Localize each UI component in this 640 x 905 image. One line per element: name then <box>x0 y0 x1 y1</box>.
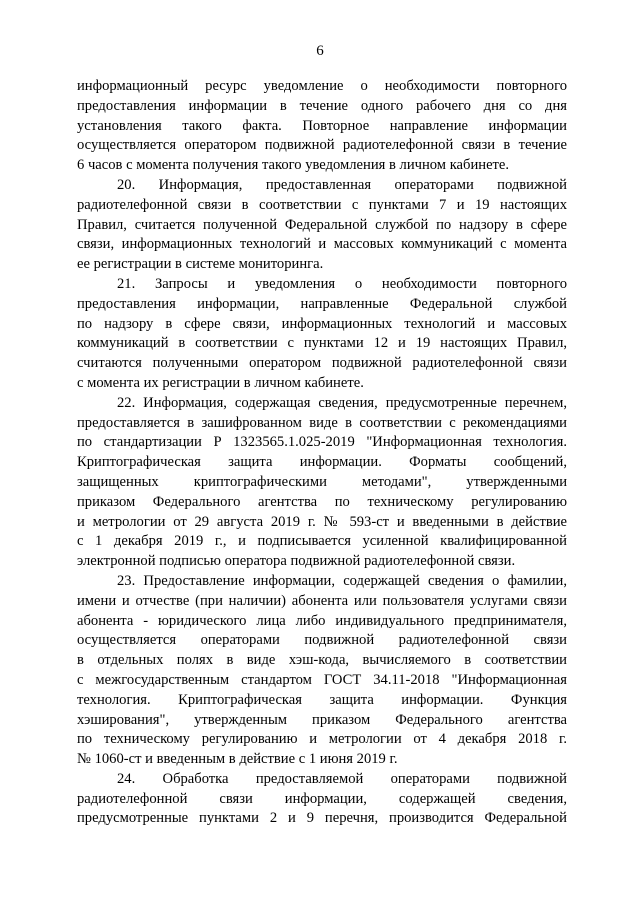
text-line: Правил, считается полученной Федеральной службой по надзору в сфере <box>77 216 567 233</box>
text-line: предоставления информации в течение одного рабочего дня со дня <box>77 97 567 114</box>
text-line: Криптографическая защита информации. Форматы сообщений, <box>77 454 567 471</box>
paragraph <box>77 394 567 572</box>
paragraph <box>77 176 567 275</box>
text-line: осуществляется операторами подвижной радиотелефонной связи <box>77 632 567 649</box>
text-line: 23. Предоставление информации, содержащей сведения о фамилии, <box>117 572 567 589</box>
text-line: хэширования", утвержденным приказом Федерального агентства <box>77 711 567 728</box>
text-line: 22. Информация, содержащая сведения, предусмотренные перечнем, <box>117 394 567 411</box>
paragraph <box>77 275 567 394</box>
text-line: ее регистрации в системе мониторинга. <box>77 256 324 273</box>
text-line: приказом Федерального агентства по техническому регулированию <box>77 493 567 510</box>
text-line: по стандартизации Р 1323565.1.025-2019 "Информационная технология. <box>77 434 567 451</box>
text-line: радиотелефонной связи в соответствии с пунктами 7 и 19 настоящих <box>77 196 567 213</box>
page-number: 6 <box>316 43 324 59</box>
text-line: коммуникаций в соответствии с пунктами 12 и 19 настоящих Правил, <box>77 335 567 352</box>
text-line: технология. Криптографическая защита информации. Функция <box>77 691 567 708</box>
text-line: № 1060-ст и введенным в действие с 1 июня 2019 г. <box>77 751 398 768</box>
text-line: информационный ресурс уведомление о необходимости повторного <box>77 78 567 94</box>
text-line: 6 часов с момента получения такого уведомления в личном кабинете. <box>77 157 510 174</box>
text-line: установления такого факта. Повторное направление информации <box>77 117 567 134</box>
text-line: по надзору в сфере связи, информационных технологий и массовых <box>77 315 567 332</box>
text-line: считаются полученными оператором подвижной радиотелефонной связи <box>77 355 567 372</box>
paragraph <box>77 572 567 770</box>
document-body <box>77 77 567 829</box>
text-line: 20. Информация, предоставленная операторами подвижной <box>117 176 567 193</box>
text-line: с 1 декабря 2019 г., и подписывается усиленной квалифицированной <box>77 533 567 550</box>
text-line: осуществляется оператором подвижной радиотелефонной связи в течение <box>77 137 567 154</box>
paragraph <box>77 770 567 829</box>
text-line: 21. Запросы и уведомления о необходимости повторного <box>117 275 567 292</box>
text-line: предусмотренные пунктами 2 и 9 перечня, производится Федеральной <box>77 810 567 827</box>
text-line: электронной подписью оператора подвижной радиотелефонной связи. <box>77 553 516 570</box>
text-line: имени и отчестве (при наличии) абонента или пользователя услугами связи <box>77 592 567 609</box>
text-line: с момента их регистрации в личном кабинете. <box>77 374 364 391</box>
text-line: защищенных криптографическими методами", утвержденными <box>77 473 567 490</box>
text-line: в отдельных полях в виде хэш-кода, вычисляемого в соответствии <box>77 652 567 669</box>
text-line: радиотелефонной связи информации, содержащей сведения, <box>77 790 567 807</box>
text-line: 24. Обработка предоставляемой операторами подвижной <box>117 770 567 787</box>
paragraph <box>77 77 567 176</box>
text-line: по техническому регулированию и метрологии от 4 декабря 2018 г. <box>77 731 567 748</box>
text-line: абонента - юридического лица либо индивидуального предпринимателя, <box>77 612 567 629</box>
text-line: и метрологии от 29 августа 2019 г. № 593-ст и введенными в действие <box>77 513 567 530</box>
text-line: предоставляется в зашифрованном виде в соответствии с рекомендациями <box>77 414 567 431</box>
text-line: предоставления информации, направленные Федеральной службой <box>77 295 567 312</box>
text-line: с межгосударственным стандартом ГОСТ 34.11-2018 "Информационная <box>77 671 567 688</box>
text-line: связи, информационных технологий и массовых коммуникаций с момента <box>77 236 567 253</box>
